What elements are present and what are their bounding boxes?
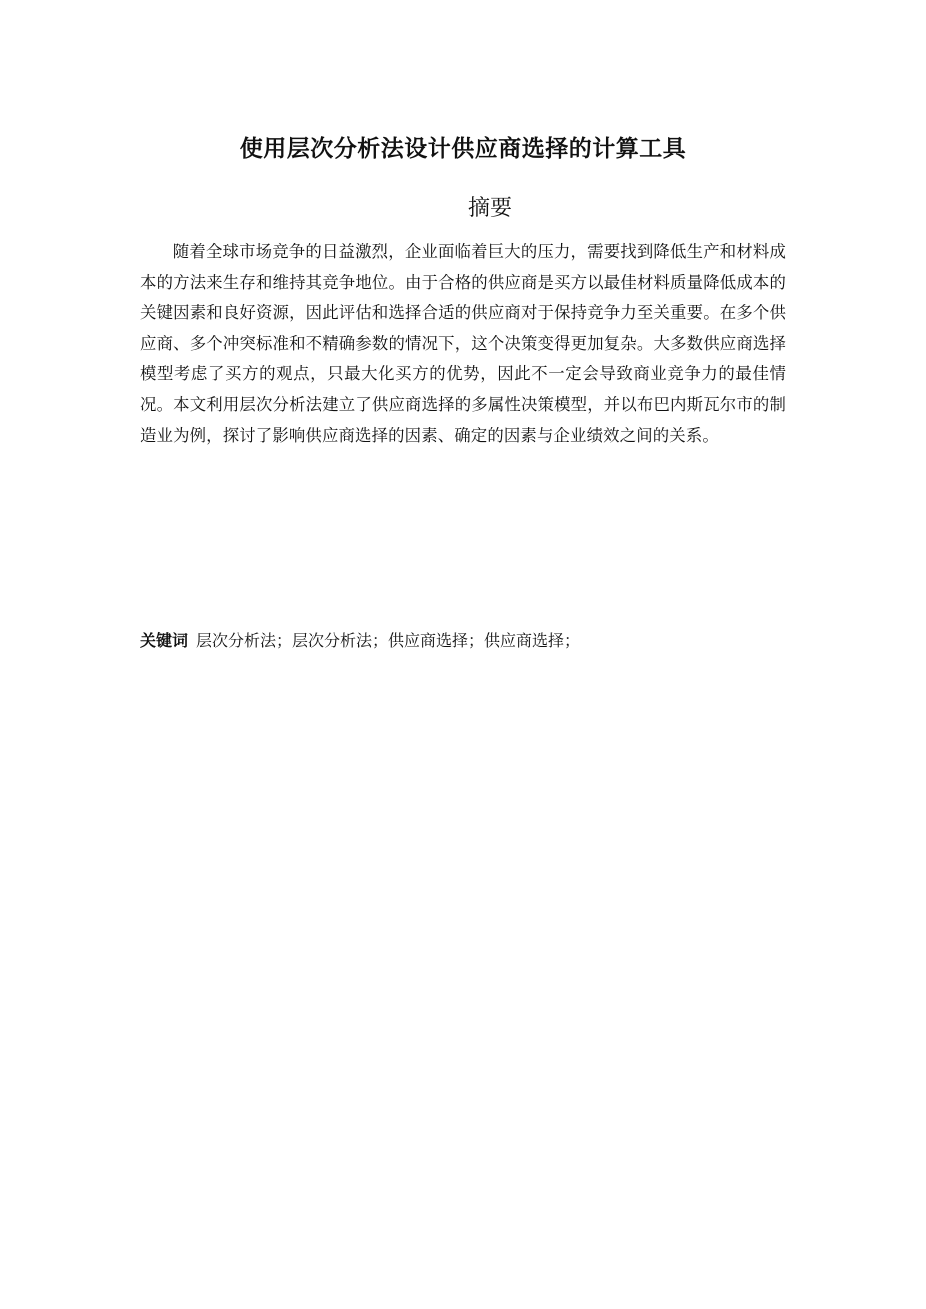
keywords-label: 关键词: [140, 631, 189, 650]
abstract-heading: 摘要: [467, 196, 512, 221]
keywords-line: [140, 628, 786, 654]
document-title: 使用层次分析法设计供应商选择的计算工具: [239, 136, 687, 162]
keywords-text: 层次分析法；层次分析法；供应商选择；供应商选择；: [196, 631, 581, 650]
abstract-body: 随着全球市场竞争的日益激烈，企业面临着巨大的压力，需要找到降低生产和材料成本的方法来生存和维持其竞争地位。由于合格的供应商是买方以最佳材料质量降低成本的关键因素和良好资源，因此评估和选择合适的供应商对于保持竞争力至关重要。在多个供应商、多个冲突标准和不精确参数的情况下，这个决策变得更加复杂。大多数供应商选择模型考虑了买方的观点，只最大化买方的优势，因此不一定会导致商业竞争力的最佳情况。本文利用层次分析法建立了供应商选择的多属性决策模型，并以布巴内斯瓦尔市的制造业为例，探讨了影响供应商选择的因素、确定的因素与企业绩效之间的关系。: [140, 242, 786, 445]
